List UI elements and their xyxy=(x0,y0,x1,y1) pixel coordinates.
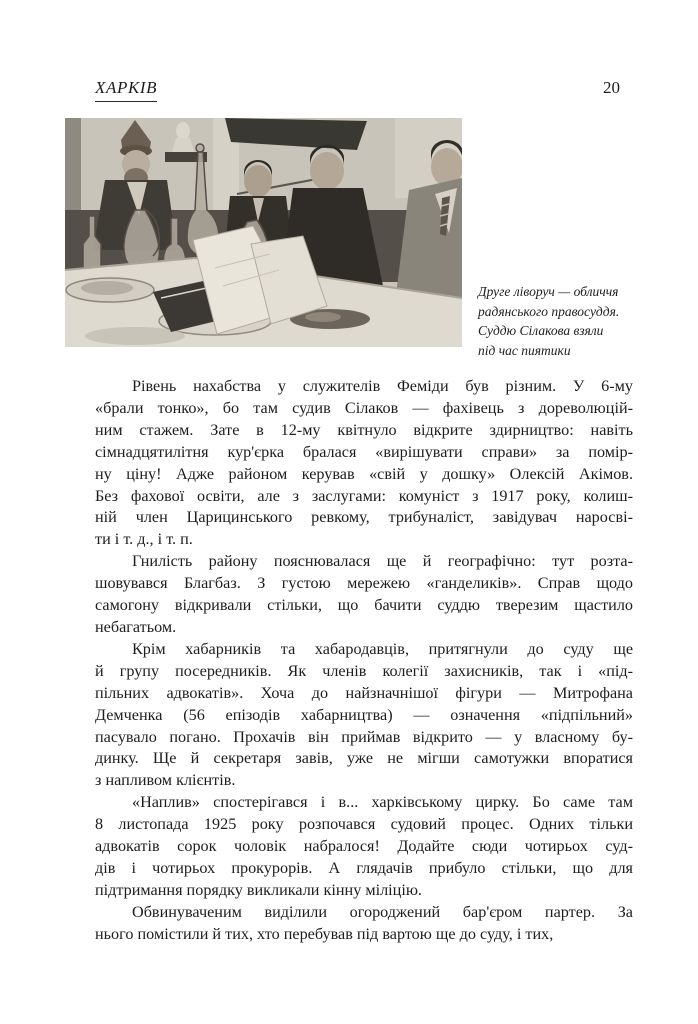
body-line: Гнилість району пояснювалася ще й географічно: тут розта- xyxy=(132,552,633,571)
body-line: динку. Ще й секретаря завів, уже не мігши самотужки впоратися xyxy=(95,749,633,768)
body-line: «брали тонко», бо там судив Сілаков — фахівець з дореволюцій- xyxy=(95,398,633,417)
body-line: пасувало погано. Прохачів він приймав відкрито — у власному бу- xyxy=(95,727,633,746)
body-line: Обвинуваченим виділили огороджений бар'єром партер. За xyxy=(132,902,633,921)
running-head xyxy=(95,78,620,102)
running-title: ХАРКІВ xyxy=(95,78,157,102)
body-line: шовувався Благбаз. З густою мережею «ганделиків». Справ щодо xyxy=(95,574,633,593)
body-line: Крім хабарників та хабародавців, притягнули до суду ще xyxy=(132,639,633,658)
photo-illustration xyxy=(65,118,462,347)
body-line: дів і чотирьох прокурорів. А глядачів прибуло стільки, що для xyxy=(95,858,633,877)
caption-line: радянського правосуддя. xyxy=(478,303,620,319)
body-line: небагатьом. xyxy=(95,617,177,636)
body-line: нього помістили й тих, хто перебував під вартою ще до суду, і тих, xyxy=(95,924,554,943)
body-line: ній член Царицинського ревкому, трибуналіст, завідувач наросві- xyxy=(95,508,633,527)
body-line: Рівень нахабства у служителів Феміди був різним. У 6-му xyxy=(132,377,633,395)
body-line: 8 листопада 1925 року розпочався судовий процес. Одних тільки xyxy=(95,815,633,834)
caption-line: Суддю Сілакова взяли xyxy=(478,323,604,338)
body-line: пільних адвокатів». Хоча до найзначнішої фігури — Митрофана xyxy=(95,683,633,702)
body-line: Без фахової освіти, але з заслугами: комуніст з 1917 року, колиш- xyxy=(95,486,633,505)
body-line: з напливом клієнтів. xyxy=(95,771,236,790)
photo-caption xyxy=(478,282,668,360)
page-number: 20 xyxy=(603,78,620,97)
caption-line: під час пиятики xyxy=(478,342,571,358)
body-line: ти і т. д., і т. п. xyxy=(95,530,193,549)
body-line: адвокатів сорок чоловік набралося! Додайте сюди чотирьох суд- xyxy=(95,837,633,856)
body-text xyxy=(95,376,633,946)
historical-photo xyxy=(65,118,462,347)
body-line: самогону відкривали стільки, що бачити суддю тверезим щастило xyxy=(95,596,633,615)
body-line: підтримання порядку викликали кінну міліцію. xyxy=(95,880,422,899)
body-line: сімнадцятилітня кур'єрка бралася «вирішувати справи» за помір- xyxy=(95,442,633,461)
body-line: й групу посередників. Як членів колегії захисників, так і «під- xyxy=(95,661,633,680)
body-line: ну ціну! Адже районом керував «свій у дошку» Олексій Акімов. xyxy=(95,464,633,483)
body-line: «Наплив» спостерігався і в... харківському цирку. Бо саме там xyxy=(132,793,633,812)
caption-line: Друге ліворуч — обличчя xyxy=(478,284,619,299)
body-line: Демченка (56 епізодів хабарництва) — означення «підпільний» xyxy=(95,705,633,724)
body-line: ним стажем. Зате в 12-му квітнуло відкрите здирництво: навіть xyxy=(95,420,633,439)
